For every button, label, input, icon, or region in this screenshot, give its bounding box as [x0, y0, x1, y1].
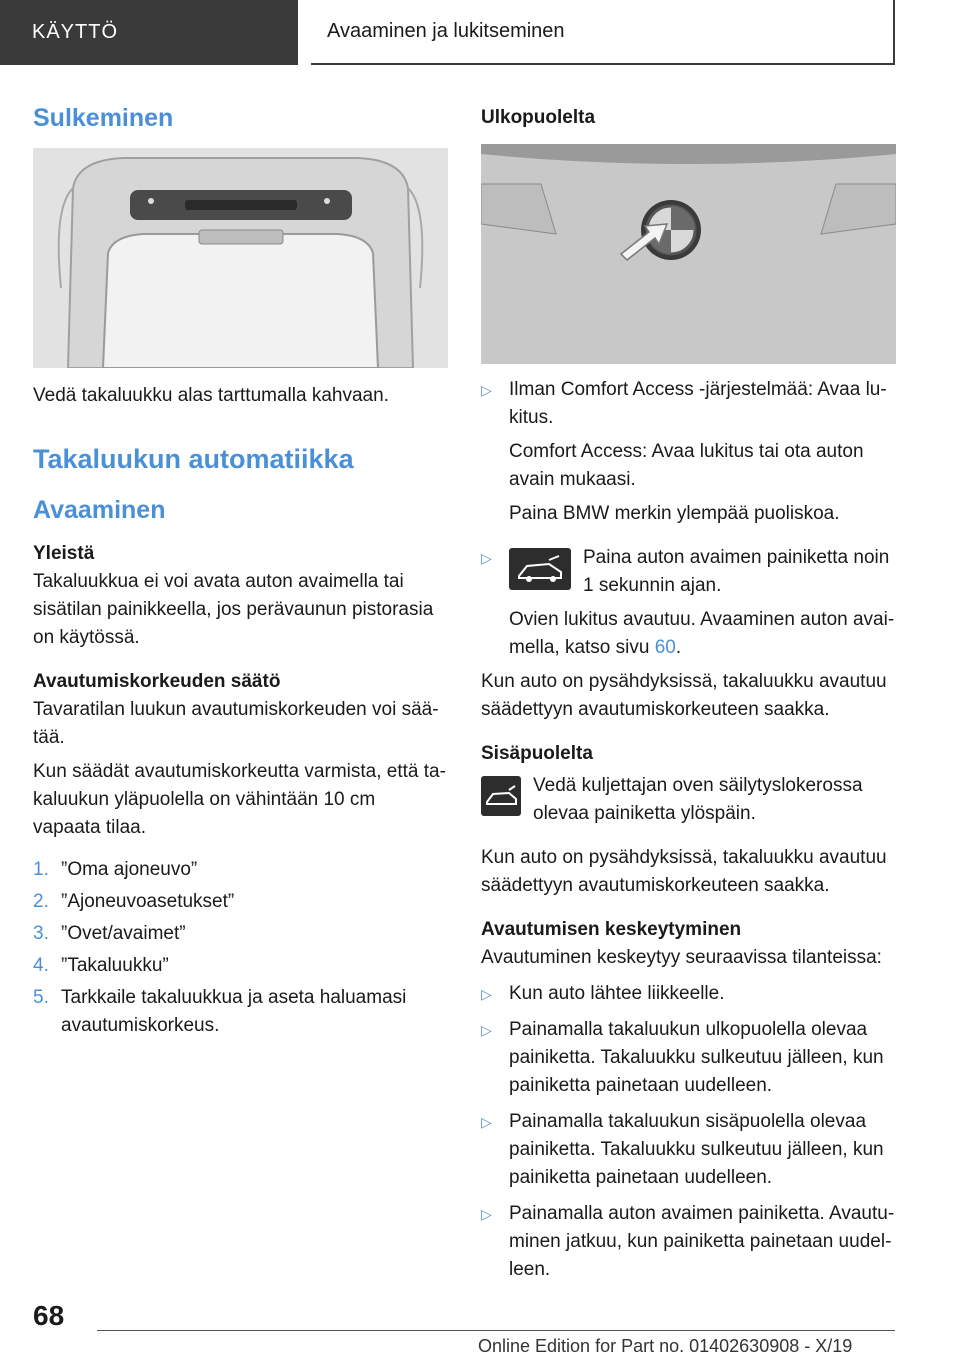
step-text: ”Ajoneuvoasetukset” — [61, 891, 235, 912]
page-link[interactable]: 60 — [654, 637, 676, 658]
stopped-text-1: Kun auto on pysähdyksissä, takaluukku avautuu säädettyyn avautumiskorkeuteen saakka. — [481, 671, 887, 720]
step-text: ”Takaluukku” — [61, 955, 169, 976]
option-1-sub-1: Comfort Access: Avaa lukitus tai ota auton avain mukaasi. — [509, 441, 864, 490]
interrupt-text: Avautuminen keskeytyy seuraavissa tilanteissa: — [481, 947, 882, 968]
list-item — [481, 980, 896, 1008]
bullet-marker: ▷ — [481, 1114, 492, 1130]
footer-divider — [97, 1330, 895, 1331]
height-text-2: Kun säädät avautumiskorkeutta varmista, että takaluukun yläpuolella on vähintään 10 cm vapaata tilaa. — [33, 761, 446, 838]
height-text-1: Tavaratilan luukun avautumiskorkeuden voi säätää. — [33, 699, 439, 748]
closing-heading: Sulkeminen — [33, 104, 174, 132]
list-item — [481, 1200, 896, 1284]
interrupt-list — [481, 980, 896, 1284]
interrupt-item-text: Painamalla auton avaimen painiketta. Avautuminen jatkuu, kun painiketta painetaan uudelleen. — [509, 1203, 895, 1280]
height-heading: Avautumiskorkeuden säätö — [33, 671, 281, 692]
interrupt-item-text: Painamalla takaluukun sisäpuolella olevaa painiketta. Takaluukku sulkeutuu jälleen, kun painiketta painetaan uudelleen. — [509, 1111, 884, 1188]
step-number: 4. — [33, 955, 49, 976]
section-title: Avaaminen ja lukitseminen — [327, 20, 565, 42]
option-2-sub — [509, 606, 896, 662]
bullet-marker: ▷ — [481, 1022, 492, 1038]
badge-illustration-svg — [481, 144, 896, 364]
bmw-badge-illustration — [481, 144, 896, 364]
chapter-title: KÄYTTÖ — [32, 21, 119, 43]
step-number: 1. — [33, 859, 49, 880]
key-button-row — [509, 544, 896, 600]
interrupt-item-text: Kun auto lähtee liikkeelle. — [509, 983, 725, 1004]
outside-options — [481, 376, 896, 662]
page-number: 68 — [33, 1300, 65, 1331]
list-item — [33, 984, 448, 1040]
tailgate-closing-illustration — [33, 148, 448, 368]
car-key-tailgate-icon — [509, 548, 571, 590]
option-2-sub-suffix: . — [675, 637, 682, 658]
list-item — [33, 952, 448, 980]
step-number: 2. — [33, 891, 49, 912]
step-text: ”Oma ajoneuvo” — [61, 859, 198, 880]
step-text: Tarkkaile takaluukkua ja aseta haluamasi avautumiskorkeus. — [61, 987, 407, 1036]
bullet-marker: ▷ — [481, 550, 492, 566]
step-number: 5. — [33, 987, 49, 1008]
list-item — [33, 856, 448, 884]
inside-row — [481, 772, 896, 828]
option-2-sub-text: Ovien lukitus avautuu. Avaaminen auton avaimella, katso sivu — [509, 609, 895, 658]
interrupt-heading: Avautumisen keskeytyminen — [481, 919, 742, 940]
option-1-sub-2: Paina BMW merkin ylempää puoliskoa. — [509, 503, 840, 524]
right-column — [481, 100, 896, 1284]
height-steps — [33, 856, 448, 1040]
step-number: 3. — [33, 923, 49, 944]
left-column — [33, 100, 448, 1044]
step-text: ”Ovet/avaimet” — [61, 923, 186, 944]
list-item — [481, 544, 896, 662]
tailgate-button-icon — [481, 776, 521, 816]
closing-caption: Vedä takaluukku alas tarttumalla kahvaan. — [33, 385, 389, 406]
list-item — [481, 376, 896, 528]
inside-heading: Sisäpuolelta — [481, 743, 593, 764]
bullet-marker: ▷ — [481, 1206, 492, 1222]
list-item — [33, 920, 448, 948]
list-item — [481, 1108, 896, 1192]
edition-text: Online Edition for Part no. 01402630908 - X/19 — [478, 1336, 853, 1356]
auto-heading: Takaluukun automatiikka — [33, 444, 354, 474]
general-text: Takaluukkua ei voi avata auton avaimella tai sisätilan painikkeella, jos perävaunun pistorasia on käytössä. — [33, 571, 434, 648]
bullet-marker: ▷ — [481, 382, 492, 398]
bullet-marker: ▷ — [481, 986, 492, 1002]
interrupt-item-text: Painamalla takaluukun ulkopuolella olevaa painiketta. Takaluukku sulkeutuu jälleen, kun painiketta painetaan uudelleen. — [509, 1019, 884, 1096]
option-1-text: Ilman Comfort Access -järjestelmää: Avaa lukitus. — [509, 379, 887, 428]
option-2-text: Paina auton avaimen painiketta noin 1 sekunnin ajan. — [583, 547, 890, 596]
inside-text: Vedä kuljettajan oven säilytyslokerossa olevaa painiketta ylöspäin. — [533, 775, 863, 824]
outside-heading: Ulkopuolelta — [481, 107, 596, 128]
general-heading: Yleistä — [33, 543, 95, 564]
list-item — [481, 1016, 896, 1100]
chapter-tab — [0, 0, 298, 65]
stopped-text-2: Kun auto on pysähdyksissä, takaluukku avautuu säädettyyn avautumiskorkeuteen saakka. — [481, 847, 887, 896]
tailgate-illustration-svg — [33, 148, 448, 368]
section-header — [311, 0, 895, 65]
opening-heading: Avaaminen — [33, 496, 166, 524]
list-item — [33, 888, 448, 916]
